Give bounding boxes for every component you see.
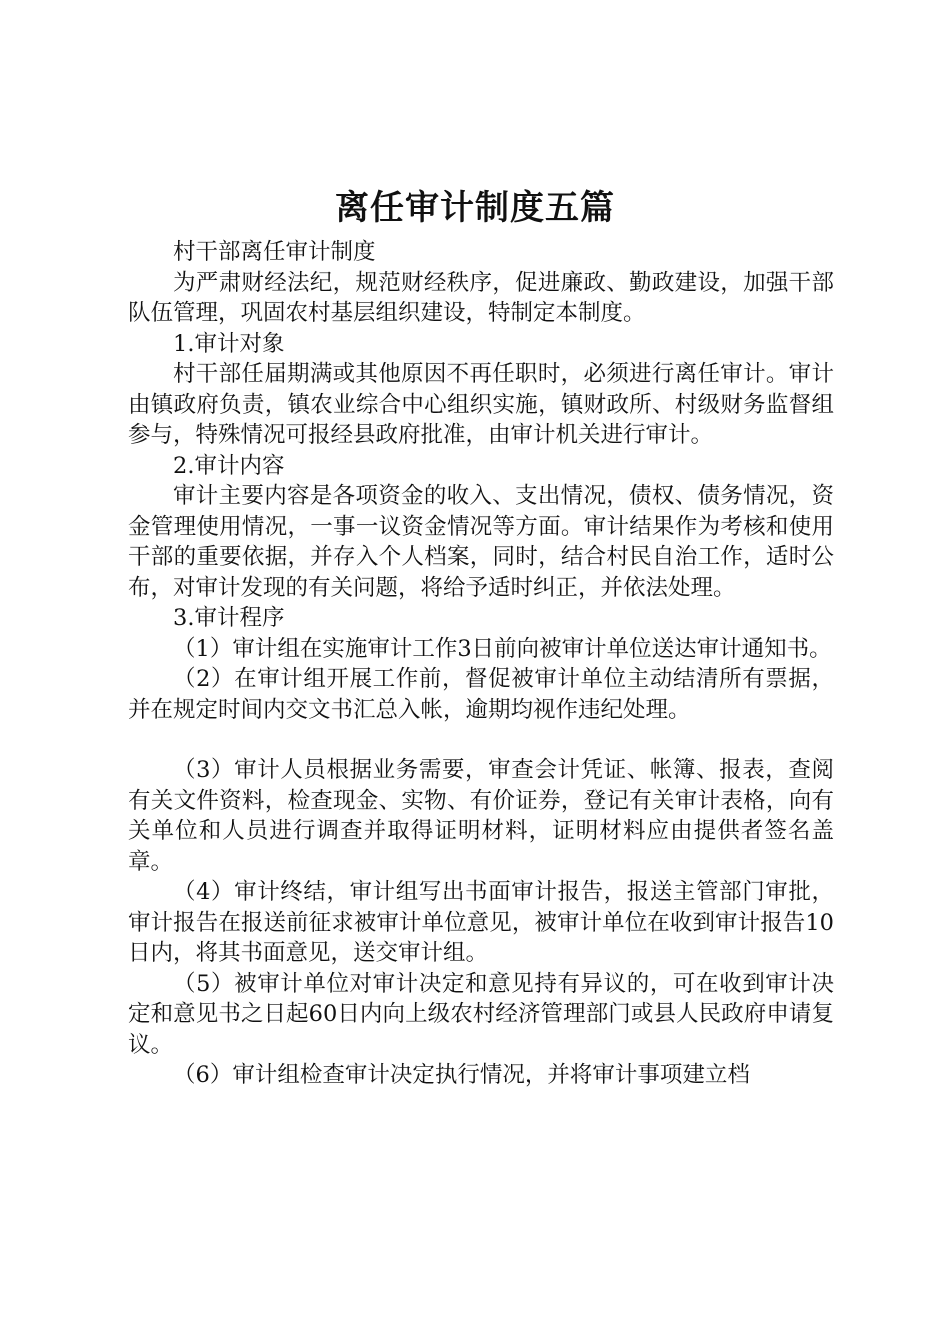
heading-audit-target: 1.审计对象 xyxy=(173,330,285,357)
paragraph-procedure-5: （5）被审计单位对审计决定和意见持有异议的，可在收到审计决定和意见书之日起60日内向上级农村经济管理部门或县人民政府申请复议。 xyxy=(128,970,834,1058)
heading-audit-procedure: 3.审计程序 xyxy=(173,605,285,631)
paragraph-procedure-3: （3）审计人员根据业务需要，审查会计凭证、帐簿、报表，查阅有关文件资料，检查现金、实物、有价证券，登记有关审计表格，向有关单位和人员进行调查并取得证明材料，证明材料应由提供者签名盖章。 xyxy=(128,757,834,875)
paragraph-subtitle: 村干部离任审计制度 xyxy=(173,239,376,265)
paragraph-procedure-4: （4）审计终结，审计组写出书面审计报告，报送主管部门审批，审计报告在报送前征求被审计单位意见，被审计单位在收到审计报告10日内，将其书面意见，送交审计组。 xyxy=(128,879,834,966)
document-body xyxy=(128,237,834,1091)
paragraph-audit-content: 审计主要内容是各项资金的收入、支出情况，债权、债务情况，资金管理使用情况，一事一议资金情况等方面。审计结果作为考核和使用干部的重要依据，并存入个人档案，同时，结合村民自治工作，适时公布，对审计发现的有关问题，将给予适时纠正，并依法处理。 xyxy=(128,483,834,601)
paragraph-procedure-6: （6）审计组检查审计决定执行情况，并将审计事项建立档 xyxy=(173,1062,750,1088)
document-title: 离任审计制度五篇 xyxy=(335,188,615,228)
heading-audit-content: 2.审计内容 xyxy=(173,452,285,479)
paragraph-intro: 为严肃财经法纪，规范财经秩序，促进廉政、勤政建设，加强干部队伍管理，巩固农村基层组织建设，特制定本制度。 xyxy=(128,269,834,326)
paragraph-procedure-2: （2）在审计组开展工作前，督促被审计单位主动结清所有票据，并在规定时间内交文书汇总入帐，逾期均视作违纪处理。 xyxy=(128,666,834,723)
paragraph-audit-target: 村干部任届期满或其他原因不再任职时，必须进行离任审计。审计由镇政府负责，镇农业综合中心组织实施，镇财政所、村级财务监督组参与，特殊情况可报经县政府批准，由审计机关进行审计。 xyxy=(128,361,834,448)
paragraph-procedure-1: （1）审计组在实施审计工作3日前向被审计单位送达审计通知书。 xyxy=(173,635,832,662)
